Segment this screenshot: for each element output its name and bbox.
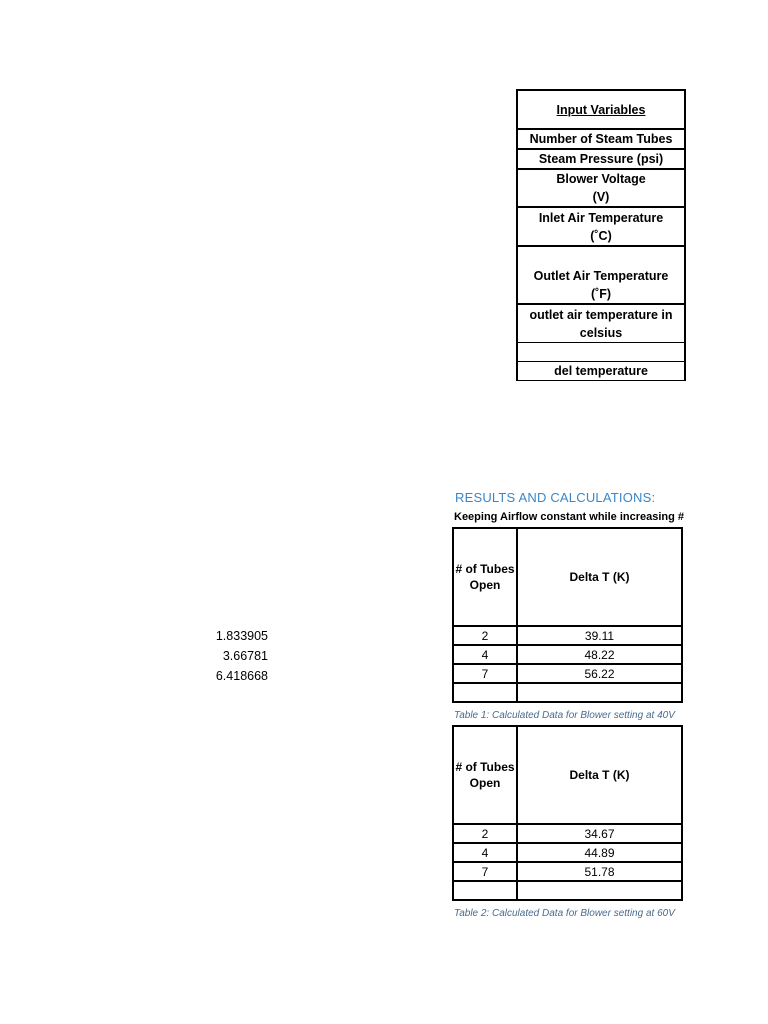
iv-row-outlet-celsius: [518, 305, 684, 343]
iv-unit: (˚C): [590, 228, 612, 243]
cell-tubes: [453, 881, 517, 900]
header-delta-t: Delta T (K): [517, 528, 682, 626]
iv-label: Number of Steam Tubes: [529, 132, 673, 146]
cell-delta-t: 34.67: [517, 824, 682, 843]
table-row: [453, 843, 682, 862]
iv-row-del-temperature: [518, 362, 684, 381]
results-heading: RESULTS AND CALCULATIONS:: [455, 490, 656, 505]
iv-unit: (˚F): [590, 287, 612, 301]
left-value: 1.833905: [215, 629, 268, 643]
iv-label: Blower Voltage: [556, 172, 646, 186]
cell-tubes: 7: [453, 664, 517, 683]
table-1-caption: Table 1: Calculated Data for Blower setting at 40V: [454, 710, 675, 721]
left-value: 3.66781: [222, 649, 268, 663]
data-table-2: [452, 725, 683, 901]
iv-label-cont: celsius: [579, 325, 623, 340]
table-row: [453, 664, 682, 683]
header-delta-t: Delta T (K): [517, 726, 682, 824]
cell-tubes: 2: [453, 626, 517, 645]
iv-row-empty: [518, 343, 684, 362]
table-2-caption: Table 2: Calculated Data for Blower setting at 60V: [454, 908, 675, 919]
results-subheading: Keeping Airflow constant while increasing #: [454, 511, 685, 523]
iv-row-blower-voltage: [518, 170, 684, 208]
cell-tubes: 4: [453, 645, 517, 664]
cell-delta-t: 56.22: [517, 664, 682, 683]
iv-label: Outlet Air Temperature: [533, 269, 669, 283]
header-text: # of Tubes: [455, 562, 515, 576]
header-text: # of Tubes: [455, 760, 515, 774]
cell-tubes: 2: [453, 824, 517, 843]
table-row: [453, 824, 682, 843]
table-row: [453, 626, 682, 645]
iv-row-steam-tubes: [518, 130, 684, 150]
input-variables-title: [518, 91, 684, 130]
iv-row-steam-pressure: [518, 150, 684, 170]
input-variables-title-text: Input Variables: [556, 102, 646, 117]
cell-delta-t: [517, 683, 682, 702]
left-value: 6.418668: [215, 669, 268, 683]
table-row: [453, 683, 682, 702]
iv-row-outlet-air-temp: [518, 247, 684, 305]
iv-label: Inlet Air Temperature: [538, 210, 664, 225]
cell-delta-t: [517, 881, 682, 900]
header-text: Open: [469, 578, 501, 592]
data-table-1: [452, 527, 683, 703]
header-tubes-open: [453, 528, 517, 626]
cell-tubes: 7: [453, 862, 517, 881]
table-row: [453, 862, 682, 881]
cell-tubes: [453, 683, 517, 702]
table-header-row: [453, 528, 682, 626]
header-tubes-open: [453, 726, 517, 824]
table-row: [453, 645, 682, 664]
cell-delta-t: 48.22: [517, 645, 682, 664]
iv-label: outlet air temperature in: [529, 307, 673, 322]
header-text: Open: [469, 776, 501, 790]
cell-delta-t: 51.78: [517, 862, 682, 881]
iv-unit: (V): [592, 190, 610, 204]
input-variables-table: [516, 89, 686, 381]
cell-delta-t: 44.89: [517, 843, 682, 862]
iv-row-inlet-air-temp: [518, 208, 684, 247]
cell-delta-t: 39.11: [517, 626, 682, 645]
table-row: [453, 881, 682, 900]
table-header-row: [453, 726, 682, 824]
cell-tubes: 4: [453, 843, 517, 862]
iv-label: del temperature: [554, 364, 648, 378]
iv-label: Steam Pressure (psi): [538, 152, 664, 166]
